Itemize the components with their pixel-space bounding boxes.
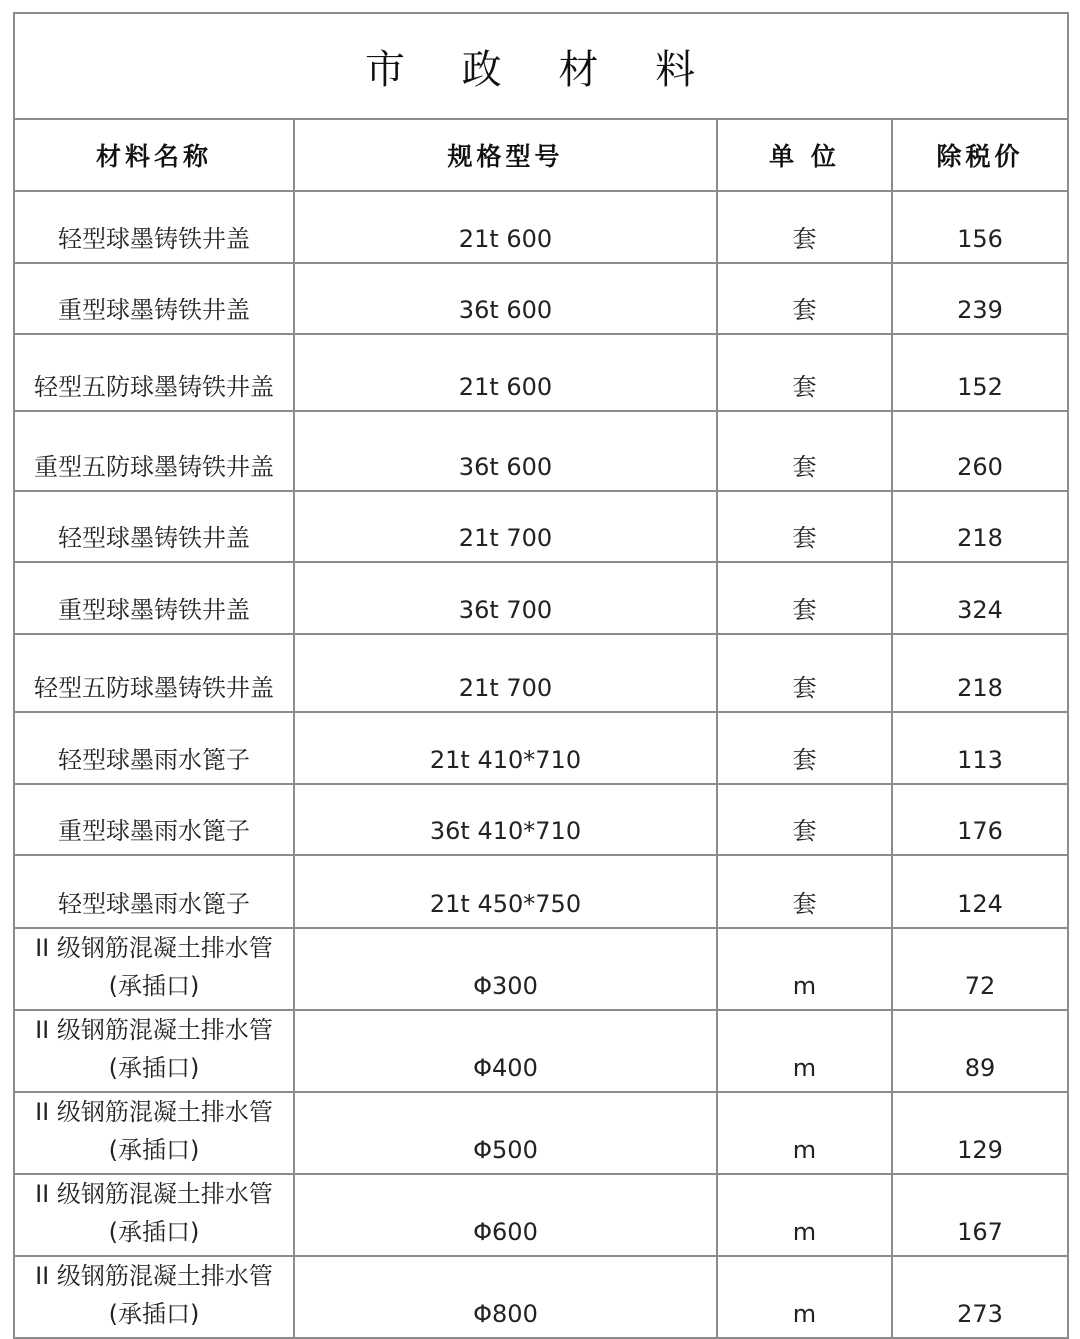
spec-model-cell: 36t 600 [294, 263, 717, 334]
price-cell: 124 [892, 855, 1068, 928]
spec-model-cell: 36t 700 [294, 562, 717, 634]
unit-cell: 套 [717, 263, 892, 334]
material-name-cell: 重型球墨铸铁井盖 [14, 562, 294, 634]
header-spec-model: 规格型号 [294, 119, 717, 191]
material-name-cell: II 级钢筋混凝土排水管(承插口) [14, 1174, 294, 1256]
price-cell: 152 [892, 334, 1068, 411]
table-row [14, 491, 1068, 562]
table-row [14, 1256, 1068, 1338]
table-row [14, 263, 1068, 334]
unit-cell: 套 [717, 712, 892, 784]
unit-cell: 套 [717, 855, 892, 928]
table-row [14, 1092, 1068, 1174]
table-row [14, 1174, 1068, 1256]
unit-cell: 套 [717, 334, 892, 411]
price-cell: 260 [892, 411, 1068, 491]
material-name-cell: 轻型球墨铸铁井盖 [14, 491, 294, 562]
unit-cell: m [717, 1010, 892, 1092]
price-cell: 273 [892, 1256, 1068, 1338]
spec-model-cell: 21t 410*710 [294, 712, 717, 784]
unit-cell: 套 [717, 191, 892, 263]
spec-model-cell: 21t 600 [294, 191, 717, 263]
header-material-name: 材料名称 [14, 119, 294, 191]
price-cell: 167 [892, 1174, 1068, 1256]
unit-cell: 套 [717, 784, 892, 855]
material-name-cell: 轻型球墨雨水篦子 [14, 855, 294, 928]
material-name-cell: 重型五防球墨铸铁井盖 [14, 411, 294, 491]
spec-model-cell: Φ800 [294, 1256, 717, 1338]
spec-model-cell: Φ500 [294, 1092, 717, 1174]
material-name-cell: 轻型球墨铸铁井盖 [14, 191, 294, 263]
table-row [14, 411, 1068, 491]
unit-cell: 套 [717, 634, 892, 712]
unit-cell: m [717, 928, 892, 1010]
table-row [14, 928, 1068, 1010]
header-price-excl-tax: 除税价 [892, 119, 1068, 191]
unit-cell: 套 [717, 562, 892, 634]
material-name-cell: 重型球墨铸铁井盖 [14, 263, 294, 334]
price-cell: 239 [892, 263, 1068, 334]
material-name-cell: II 级钢筋混凝土排水管(承插口) [14, 928, 294, 1010]
price-cell: 176 [892, 784, 1068, 855]
price-cell: 156 [892, 191, 1068, 263]
price-cell: 89 [892, 1010, 1068, 1092]
price-cell: 218 [892, 634, 1068, 712]
material-name-cell: 重型球墨雨水篦子 [14, 784, 294, 855]
spec-model-cell: 36t 600 [294, 411, 717, 491]
spec-model-cell: 21t 700 [294, 491, 717, 562]
title-row [14, 13, 1068, 119]
spec-model-cell: Φ400 [294, 1010, 717, 1092]
table-row [14, 562, 1068, 634]
spec-model-cell: 36t 410*710 [294, 784, 717, 855]
unit-cell: m [717, 1174, 892, 1256]
materials-price-table [13, 12, 1069, 1339]
price-cell: 218 [892, 491, 1068, 562]
spec-model-cell: 21t 700 [294, 634, 717, 712]
spec-model-cell: Φ300 [294, 928, 717, 1010]
price-cell: 324 [892, 562, 1068, 634]
unit-cell: 套 [717, 411, 892, 491]
material-name-cell: II 级钢筋混凝土排水管(承插口) [14, 1010, 294, 1092]
spec-model-cell: Φ600 [294, 1174, 717, 1256]
table-row [14, 334, 1068, 411]
unit-cell: m [717, 1092, 892, 1174]
table-row [14, 855, 1068, 928]
table-title: 市 政 材 料 [14, 13, 1068, 119]
table-row [14, 1010, 1068, 1092]
header-row [14, 119, 1068, 191]
table-row [14, 784, 1068, 855]
table-row [14, 191, 1068, 263]
table-row [14, 634, 1068, 712]
header-unit: 单 位 [717, 119, 892, 191]
unit-cell: 套 [717, 491, 892, 562]
spec-model-cell: 21t 600 [294, 334, 717, 411]
price-cell: 129 [892, 1092, 1068, 1174]
price-cell: 113 [892, 712, 1068, 784]
spec-model-cell: 21t 450*750 [294, 855, 717, 928]
price-cell: 72 [892, 928, 1068, 1010]
material-name-cell: II 级钢筋混凝土排水管(承插口) [14, 1092, 294, 1174]
material-name-cell: II 级钢筋混凝土排水管(承插口) [14, 1256, 294, 1338]
material-name-cell: 轻型球墨雨水篦子 [14, 712, 294, 784]
table-row [14, 712, 1068, 784]
material-name-cell: 轻型五防球墨铸铁井盖 [14, 634, 294, 712]
unit-cell: m [717, 1256, 892, 1338]
material-name-cell: 轻型五防球墨铸铁井盖 [14, 334, 294, 411]
